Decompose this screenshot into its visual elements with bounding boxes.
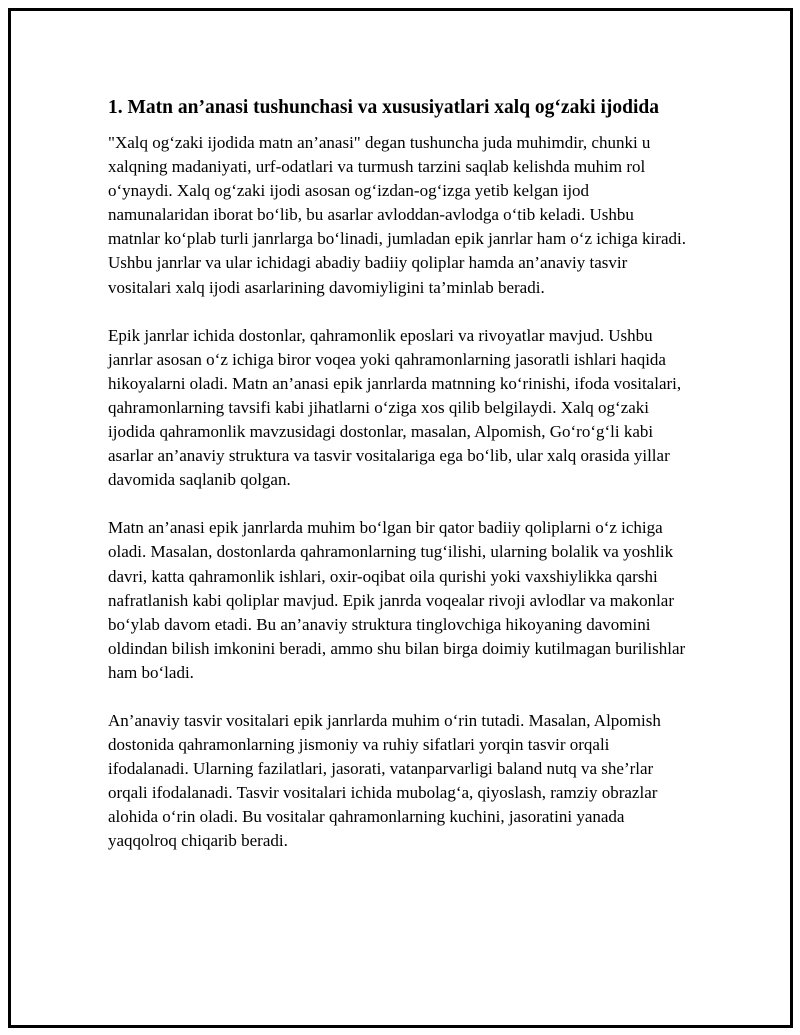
paragraph-4: An’anaviy tasvir vositalari epik janrlarda muhim o‘rin tutadi. Masalan, Alpomish dostonida qahramonlarning jismoniy va ruhiy sifatlari yorqin tasvir orqali ifodalanadi. Ularning fazilatlari, jasorati, vatanparvarligi baland nutq va she’rlar orqali ifodalanadi. Tasvir vositalari ichida mubolag‘a, qiyoslash, ramziy obrazlar alohida o‘rin oladi. Bu vositalar qahramonlarning kuchini, jasoratini yanada yaqqolroq chiqarib beradi. (108, 710, 661, 851)
paragraph-3: Matn an’anasi epik janrlarda muhim bo‘lgan bir qator badiiy qoliplarni o‘z ichiga oladi. Masalan, dostonlarda qahramonlarning tug‘ilishi, ularning bolalik va yoshlik davri, katta qahramonlik ishlari, oxir-oqibat oila qurishi yoki vaxshiylikka qarshi nafratlanish kabi qoliplar mavjud. Epik janrda voqealar rivoji avlodlar va makonlar bo‘ylab davom etadi. Bu an’anaviy struktura tinglovchiga hikoyaning davomini oldindan bilish imkonini beradi, ammo shu bilan birga doimiy kutilmagan burilishlar ham bo‘ladi. (108, 518, 686, 682)
paragraph-2: Epik janrlar ichida dostonlar, qahramonlik eposlari va rivoyatlar mavjud. Ushbu janrlar asosan o‘z ichiga biror voqea yoki qahramonlarning jasoratli ishlari haqida hikoyalarni oladi. Matn an’anasi epik janrlarda matnning ko‘rinishi, ifoda vositalari, qahramonlarning tavsifi kabi jihatlarni o‘ziga xos qilib belgilaydi. Xalq og‘zaki ijodida qahramonlik mavzusidagi dostonlar, masalan, Alpomish, Go‘ro‘g‘li kabi asarlar an’anaviy struktura va tasvir vositalariga ega bo‘lib, ular xalq orasida yillar davomida saqlanib qolgan. (108, 325, 682, 490)
section-title: 1. Matn an’anasi tushunchasi va xususiyatlari xalq og‘zaki ijodida (108, 97, 659, 118)
paragraph-1: "Xalq og‘zaki ijodida matn an’anasi" degan tushuncha juda muhimdir, chunki u xalqning madaniyati, urf-odatlari va turmush tarzini saqlab kelishda muhim rol o‘ynaydi. Xalq og‘zaki ijodi asosan og‘izdan-og‘izga yetib kelgan ijod namunalaridan iborat bo‘lib, bu asarlar avloddan-avlodga o‘tib keladi. Ushbu matnlar ko‘plab turli janrlarga bo‘linadi, jumladan epik janrlar ham o‘z ichiga kiradi. Ushbu janrlar va ular ichidagi abadiy badiiy qoliplar hamda an’anaviy tasvir vositalari xalq ijodi asarlarining davomiyligini ta’minlab beradi. (108, 133, 686, 297)
document-body (108, 84, 688, 878)
